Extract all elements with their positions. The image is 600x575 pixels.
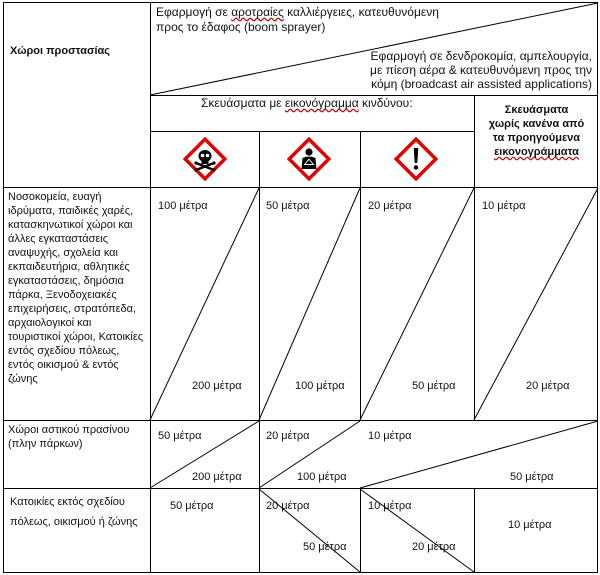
row3-col2-broadcast: 50 μέτρα: [303, 541, 347, 553]
row1-col3-boom: 20 μέτρα: [368, 200, 412, 212]
row3-col1-value: 50 μέτρα: [170, 500, 214, 512]
row1-col1-boom: 100 μέτρα: [158, 200, 208, 212]
row2-col1-boom: 50 μέτρα: [158, 430, 202, 442]
no-pictogram-header-line1: Σκευάσματα: [504, 104, 569, 116]
row2-col2-boom: 20 μέτρα: [266, 430, 310, 442]
skull-crossbones-icon: [183, 137, 227, 181]
row3-col3-boom: 10 μέτρα: [368, 500, 412, 512]
row2-col2-broadcast: 100 μέτρα: [297, 471, 347, 483]
boom-sprayer-header-line1: Εφαρμογή σε αροτραίες καλλιέργειες, κατευθυνόμενη: [156, 5, 439, 19]
row3-col3-broadcast: 20 μέτρα: [412, 541, 456, 553]
no-pictogram-header-line2: χωρίς κανένα από: [488, 118, 585, 130]
row1-label: Νοσοκομεία, ευαγή ιδρύματα, παιδικές χαρές, κατασκηνωτικοί χώροι και άλλες εγκαταστάσεις αναψυχής, σχολεία και εκπαιδευτήρια, αθλητικές εγκαταστάσεις, δημόσια πάρκα, Ξενοδοχειακές επιχειρήσεις, στρατόπεδα, αρχαιολογικοί και τουριστικοί χώροι, Κατοικίες εντός σχεδίου πόλεως, εντός οικισμού & εντός ζώνης: [8, 191, 144, 385]
row2-label: Χώροι αστικού πρασίνου (πλην πάρκων): [8, 424, 130, 450]
exclamation-mark-icon: [394, 137, 438, 181]
row3-col2-boom: 20 μέτρα: [266, 500, 310, 512]
broadcast-header-line2: με πίεση αέρα & κατευθυνόμενη προς την: [370, 63, 592, 77]
broadcast-header-line3: κόμη (broadcast air assisted applications): [371, 77, 592, 91]
row2-col1-broadcast: 200 μέτρα: [192, 471, 242, 483]
broadcast-header-line1: Εφαρμογή σε δενδροκομία, αμπελουργία,: [370, 49, 592, 63]
row1-col4-boom: 10 μέτρα: [482, 200, 526, 212]
row1-col1-broadcast: 200 μέτρα: [192, 380, 242, 392]
hazard-pictogram-header: Σκευάσματα με εικονόγραμμα κινδύνου:: [201, 96, 413, 110]
health-hazard-icon: [287, 137, 331, 181]
boom-sprayer-header-line2: προς το έδαφος (boom sprayer): [156, 20, 326, 34]
row3-label: Κατοικίες εκτός σχεδίου πόλεως, οικισμού ή ζώνης: [10, 496, 138, 528]
row3-col4-value: 10 μέτρα: [508, 519, 552, 531]
row1-col2-boom: 50 μέτρα: [266, 200, 310, 212]
no-pictogram-header-line3: τα προηγούμενα: [492, 132, 581, 144]
row2-col3-broadcast: 50 μέτρα: [510, 471, 554, 483]
row1-col2-broadcast: 100 μέτρα: [295, 380, 345, 392]
row1-col3-broadcast: 50 μέτρα: [412, 380, 456, 392]
row2-col3-boom: 10 μέτρα: [368, 430, 412, 442]
protection-areas-header: Χώροι προστασίας: [10, 45, 111, 57]
no-pictogram-header-line4: εικονογράμματα: [494, 146, 579, 158]
row1-col4-broadcast: 20 μέτρα: [526, 380, 570, 392]
